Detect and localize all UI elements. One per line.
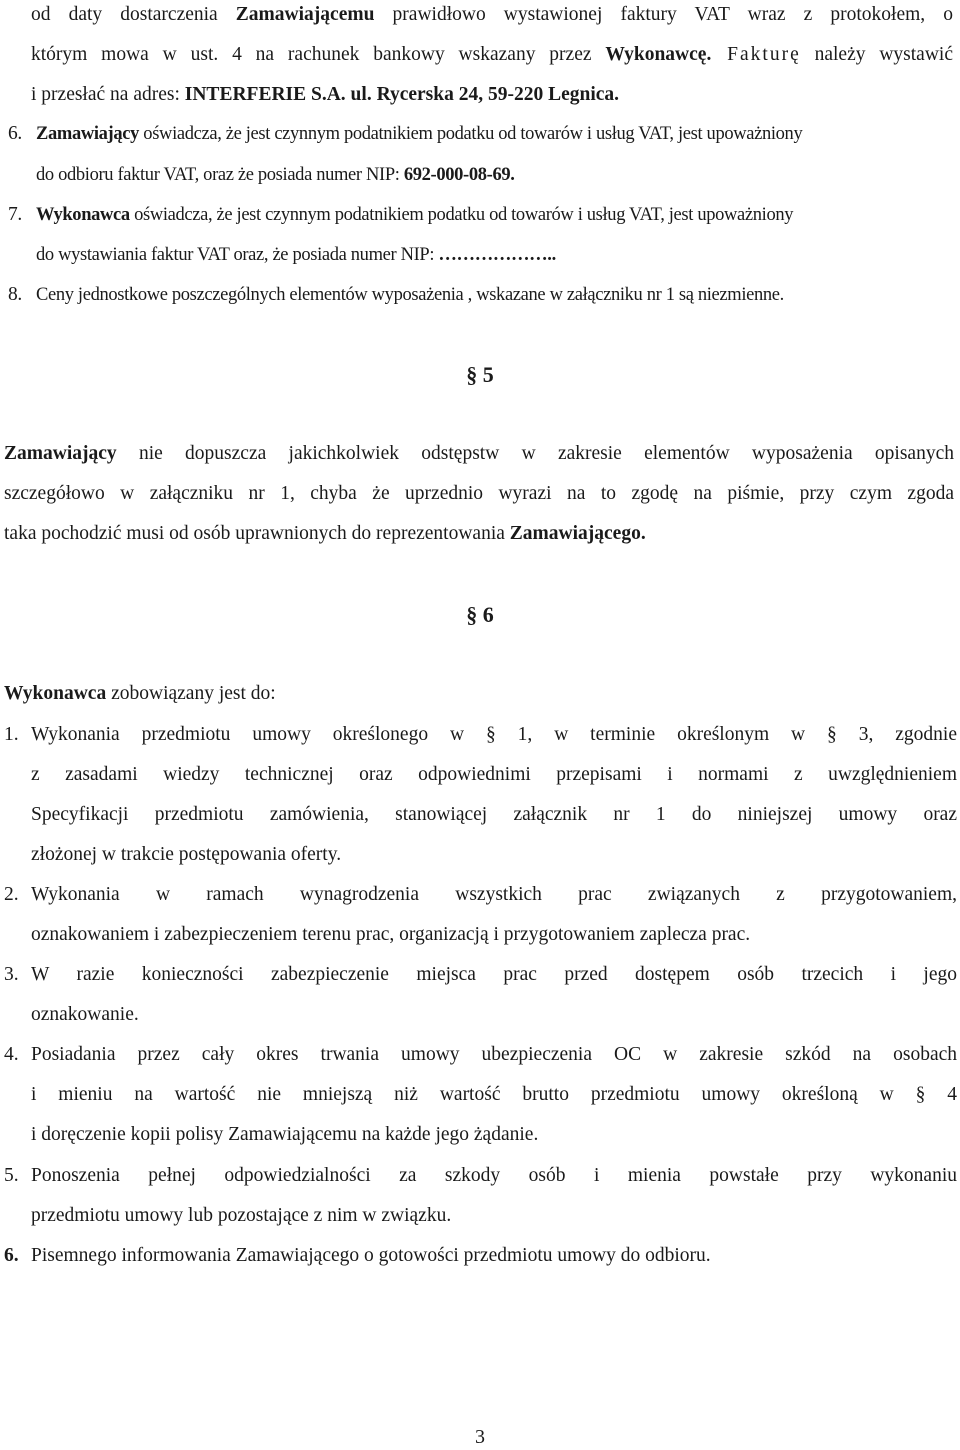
text-run-bold: Wykonawca — [4, 683, 107, 704]
text-run: oświadcza, że jest czynnym podatnikiem podatku od towarów i usług VAT, jest upoważniony — [129, 205, 794, 225]
text-run: i przesłać na adres: — [31, 84, 185, 105]
text-run-spaced: Fakturę — [711, 44, 801, 65]
text-run: zobowiązany jest do: — [106, 683, 276, 704]
obligation-3-line-2: oznakowanie. — [31, 1004, 139, 1025]
item-6-line-2 — [36, 162, 515, 188]
item-8-number: 8. — [8, 284, 22, 305]
text-run-bold: Zamawiający — [4, 443, 117, 464]
text-run-bold: Zamawiający — [36, 124, 140, 144]
nip-number: 692-000-08-69. — [403, 165, 515, 185]
obligation-1-line-3: Specyfikacji przedmiotu zamówienia, stanowiącej załącznik nr 1 do niniejszej umowy oraz — [31, 804, 957, 825]
section-6-intro — [4, 681, 276, 707]
obligation-1-line-4: złożonej w trakcie postępowania oferty. — [31, 844, 342, 865]
text-run: prawidłowo wystawionej faktury VAT wraz z protokołem, o — [374, 4, 953, 25]
text-run: od daty dostarczenia — [31, 4, 236, 25]
text-run: do odbioru faktur VAT, oraz że posiada numer NIP: — [36, 165, 404, 185]
obligation-3-number: 3. — [4, 964, 19, 985]
item-7-line-2 — [36, 242, 556, 268]
obligation-1-line-1: Wykonania przedmiotu umowy określonego w § 1, w terminie określonym w § 3, zgodnie — [31, 724, 957, 745]
obligation-3-line-1: W razie konieczności zabezpieczenie miejsca prac przed dostępem osób trzecich i jego — [31, 964, 957, 985]
top-paragraph-line-1 — [31, 2, 953, 28]
obligation-2-line-2: oznakowaniem i zabezpieczeniem terenu prac, organizacją i przygotowaniem zaplecza prac. — [31, 924, 751, 945]
obligation-1-line-2: z zasadami wiedzy technicznej oraz odpowiednimi przepisami i normami z uwzględnieniem — [31, 764, 957, 785]
top-paragraph-line-3 — [31, 82, 619, 108]
item-6-line-1 — [36, 121, 802, 147]
obligation-5-line-1: Ponoszenia pełnej odpowiedzialności za szkody osób i mienia powstałe przy wykonaniu — [31, 1165, 957, 1186]
obligation-1-number: 1. — [4, 724, 19, 745]
item-7-number: 7. — [8, 204, 22, 225]
obligation-5-line-2: przedmiotu umowy lub pozostające z nim w związku. — [31, 1205, 452, 1226]
page-number: 3 — [475, 1426, 485, 1448]
obligation-2-number: 2. — [4, 884, 19, 905]
section-6-heading: § 6 — [466, 602, 494, 627]
text-run: nie dopuszcza jakichkolwiek odstępstw w zakresie elementów wyposażenia opisanych — [116, 443, 954, 464]
obligation-4-line-3: i doręczenie kopii polisy Zamawiającemu na każde jego żądanie. — [31, 1124, 539, 1145]
obligation-4-line-1: Posiadania przez cały okres trwania umowy ubezpieczenia OC w zakresie szkód na osobach — [31, 1044, 957, 1065]
top-paragraph-line-2 — [31, 42, 953, 68]
item-7-line-1 — [36, 202, 793, 228]
nip-placeholder: ……………….. — [438, 245, 556, 265]
obligation-6-number: 6. — [4, 1245, 19, 1266]
item-6-number: 6. — [8, 123, 22, 144]
text-run-bold: Zamawiającego. — [509, 523, 646, 544]
text-run-bold: Wykonawcę. — [605, 44, 712, 65]
text-run: do wystawiania faktur VAT oraz, że posiada numer NIP: — [36, 245, 439, 265]
section-5-line-1 — [4, 441, 954, 467]
item-8-line-1: Ceny jednostkowe poszczególnych elementów wyposażenia , wskazane w załączniku nr 1 są niezmienne. — [36, 285, 784, 305]
text-run-bold: Wykonawca — [36, 205, 130, 225]
text-run: którym mowa w ust. 4 na rachunek bankowy wskazany przez — [31, 44, 606, 65]
section-5-heading: § 5 — [466, 362, 494, 387]
text-run: należy wystawić — [800, 44, 953, 65]
section-5-line-3 — [4, 521, 646, 547]
section-5-line-2: szczegółowo w załączniku nr 1, chyba że uprzednio wyrazi na to zgodę na piśmie, przy czym zgoda — [4, 483, 954, 504]
obligation-2-line-1: Wykonania w ramach wynagrodzenia wszystkich prac związanych z przygotowaniem, — [31, 884, 957, 905]
obligation-4-line-2: i mieniu na wartość nie mniejszą niż wartość brutto przedmiotu umowy określoną w § 4 — [31, 1084, 957, 1105]
text-run: oświadcza, że jest czynnym podatnikiem podatku od towarów i usług VAT, jest upoważniony — [139, 124, 803, 144]
address-bold: INTERFERIE S.A. ul. Rycerska 24, 59-220 Legnica. — [184, 84, 620, 105]
obligation-5-number: 5. — [4, 1165, 19, 1186]
obligation-4-number: 4. — [4, 1044, 19, 1065]
text-run-bold: Zamawiającemu — [235, 4, 375, 25]
obligation-6-line-1: Pisemnego informowania Zamawiającego o gotowości przedmiotu umowy do odbioru. — [31, 1245, 711, 1266]
text-run: taka pochodzić musi od osób uprawnionych do reprezentowania — [4, 523, 510, 544]
